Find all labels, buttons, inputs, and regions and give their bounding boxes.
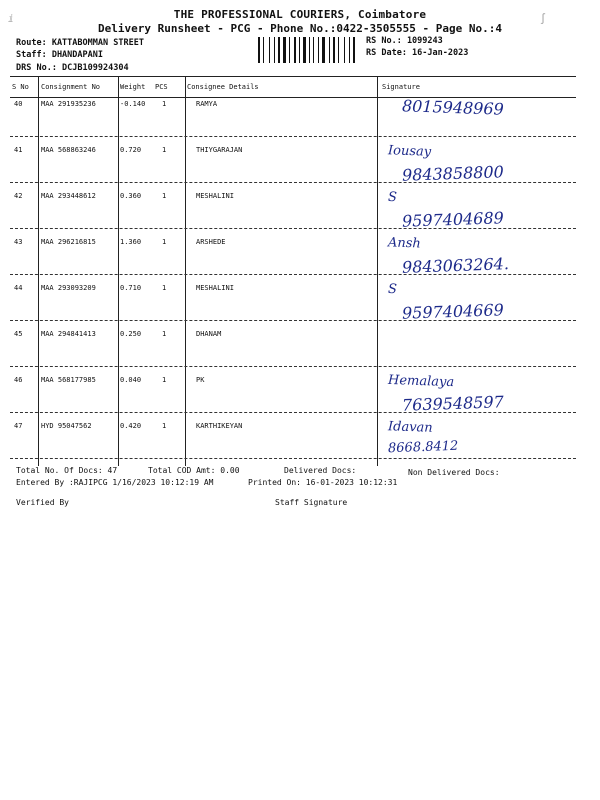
- barcode-bar: [311, 37, 312, 63]
- col-signature: Signature: [382, 83, 420, 91]
- cell-weight: 1.360: [120, 238, 142, 246]
- handwritten-signature: Ansh: [387, 235, 422, 252]
- cell-consignee: THIYGARAJAN: [196, 146, 243, 154]
- barcode-bar: [291, 37, 293, 63]
- cell-consignee: KARTHIKEYAN: [196, 422, 243, 430]
- barcode-bar: [301, 37, 302, 63]
- verified-by: Verified By: [16, 498, 69, 507]
- cell-pcs: 1: [162, 192, 167, 200]
- barcode-bar: [265, 37, 268, 63]
- drs-label: DRS No.: DCJB109924304: [16, 63, 129, 73]
- cell-consignee: RAMYA: [196, 100, 218, 108]
- company-title: THE PROFESSIONAL COURIERS, Coimbatore: [173, 8, 427, 21]
- barcode-bar: [344, 37, 345, 63]
- cell-consignment: HYD 95047562: [41, 422, 92, 430]
- handwritten-signature: 9597404669: [401, 300, 505, 323]
- cell-consignee: DHANAM: [196, 330, 222, 338]
- barcode-bar: [278, 37, 280, 63]
- row-divider: [10, 458, 576, 459]
- cell-sno: 40: [14, 100, 23, 108]
- handwritten-signature: 8668.8412: [387, 438, 459, 457]
- table-header: [10, 76, 576, 98]
- cell-pcs: 1: [162, 330, 167, 338]
- barcode-bar: [307, 37, 308, 63]
- barcode-bar: [294, 37, 296, 63]
- barcode-bar: [349, 37, 350, 63]
- row-divider: [10, 366, 576, 367]
- barcode-bar: [303, 37, 306, 63]
- barcode-bar: [331, 37, 332, 63]
- cell-weight: 0.360: [120, 192, 142, 200]
- barcode-bar: [283, 37, 286, 63]
- barcode: [258, 37, 358, 63]
- entered-by: Entered By :RAJIPCG 1/16/2023 10:12:19 AM: [16, 478, 214, 487]
- barcode-bar: [336, 37, 337, 63]
- barcode-bar: [338, 37, 339, 63]
- barcode-bar: [258, 37, 260, 63]
- row-divider: [10, 228, 576, 229]
- barcode-bar: [322, 37, 325, 63]
- barcode-bar: [340, 37, 343, 63]
- cell-consignment: MAA 291935236: [41, 100, 96, 108]
- delivered-docs: Delivered Docs:: [284, 466, 357, 475]
- barcode-bar: [329, 37, 330, 63]
- cell-pcs: 1: [162, 422, 167, 430]
- cell-consignee: MESHALINI: [196, 284, 234, 292]
- row-divider: [10, 182, 576, 183]
- cell-sno: 47: [14, 422, 23, 430]
- row-divider: [10, 320, 576, 321]
- total-docs: Total No. Of Docs: 47: [16, 466, 118, 475]
- barcode-bar: [309, 37, 311, 63]
- col-consignee: Consignee Details: [187, 83, 259, 91]
- barcode-bar: [333, 37, 335, 63]
- barcode-bar: [269, 37, 270, 63]
- cell-sno: 44: [14, 284, 23, 292]
- barcode-bar: [299, 37, 300, 63]
- cell-pcs: 1: [162, 284, 167, 292]
- cell-weight: 0.040: [120, 376, 142, 384]
- cell-consignee: ARSHEDE: [196, 238, 226, 246]
- rs-date: RS Date: 16-Jan-2023: [366, 48, 469, 58]
- barcode-bar: [315, 37, 317, 63]
- cell-consignment: MAA 296216815: [41, 238, 96, 246]
- rs-number: RS No.: 1099243: [366, 36, 443, 46]
- printed-on: Printed On: 16-01-2023 10:12:31: [248, 478, 398, 487]
- handwritten-signature: 9597404689: [401, 208, 505, 231]
- barcode-bar: [261, 37, 262, 63]
- cell-weight: 0.720: [120, 146, 142, 154]
- row-divider: [10, 274, 576, 275]
- barcode-bar: [276, 37, 277, 63]
- cell-weight: 0.250: [120, 330, 142, 338]
- barcode-bar: [289, 37, 290, 63]
- handwritten-signature: Iousay: [387, 143, 432, 160]
- barcode-bar: [274, 37, 275, 63]
- barcode-bar: [326, 37, 328, 63]
- cell-sno: 46: [14, 376, 23, 384]
- cell-pcs: 1: [162, 376, 167, 384]
- scan-mark: ⅈ: [8, 14, 15, 25]
- cell-pcs: 1: [162, 146, 167, 154]
- barcode-bar: [353, 37, 355, 63]
- total-cod: Total COD Amt: 0.00: [148, 466, 240, 475]
- cell-pcs: 1: [162, 238, 167, 246]
- handwritten-signature: 7639548597: [401, 392, 505, 415]
- barcode-bar: [356, 37, 358, 63]
- staff-label: Staff: DHANDAPANI: [16, 50, 103, 60]
- row-divider: [10, 412, 576, 413]
- barcode-bar: [351, 37, 352, 63]
- barcode-bar: [346, 37, 348, 63]
- barcode-bar: [318, 37, 319, 63]
- handwritten-signature: S: [387, 189, 398, 206]
- handwritten-signature: Hemalaya: [387, 372, 455, 391]
- non-delivered-docs: Non Delivered Docs:: [408, 468, 500, 477]
- col-consignment: Consignment No: [41, 83, 101, 91]
- handwritten-signature: 9843858800: [401, 162, 505, 185]
- cell-consignment: MAA 568177985: [41, 376, 96, 384]
- barcode-bar: [313, 37, 314, 63]
- cell-sno: 45: [14, 330, 23, 338]
- barcode-bar: [320, 37, 321, 63]
- staff-signature: Staff Signature: [275, 498, 348, 507]
- handwritten-signature: 8015948969: [401, 96, 505, 119]
- scan-mark: ∫: [540, 14, 547, 25]
- barcode-bar: [271, 37, 273, 63]
- row-divider: [10, 136, 576, 137]
- cell-sno: 43: [14, 238, 23, 246]
- cell-pcs: 1: [162, 100, 167, 108]
- cell-consignee: MESHALINI: [196, 192, 234, 200]
- cell-consignment: MAA 293448612: [41, 192, 96, 200]
- cell-consignment: MAA 294841413: [41, 330, 96, 338]
- handwritten-signature: Idavan: [387, 419, 433, 436]
- cell-consignment: MAA 293093209: [41, 284, 96, 292]
- barcode-bar: [297, 37, 298, 63]
- col-weight: Weight: [120, 83, 146, 91]
- barcode-bar: [263, 37, 264, 63]
- col-sno: S No: [12, 83, 29, 91]
- runsheet-title: Delivery Runsheet - PCG - Phone No.:0422-3505555 - Page No.:4: [98, 22, 502, 35]
- cell-sno: 42: [14, 192, 23, 200]
- cell-weight: -0.140: [120, 100, 146, 108]
- cell-consignment: MAA 568863246: [41, 146, 96, 154]
- cell-sno: 41: [14, 146, 23, 154]
- col-pcs: PCS: [155, 83, 168, 91]
- cell-consignee: PK: [196, 376, 205, 384]
- handwritten-signature: S: [387, 281, 398, 298]
- handwritten-signature: 9843063264.: [401, 254, 510, 277]
- barcode-bar: [281, 37, 282, 63]
- route-label: Route: KATTABOMMAN STREET: [16, 38, 144, 48]
- cell-weight: 0.710: [120, 284, 142, 292]
- cell-weight: 0.420: [120, 422, 142, 430]
- barcode-bar: [287, 37, 288, 63]
